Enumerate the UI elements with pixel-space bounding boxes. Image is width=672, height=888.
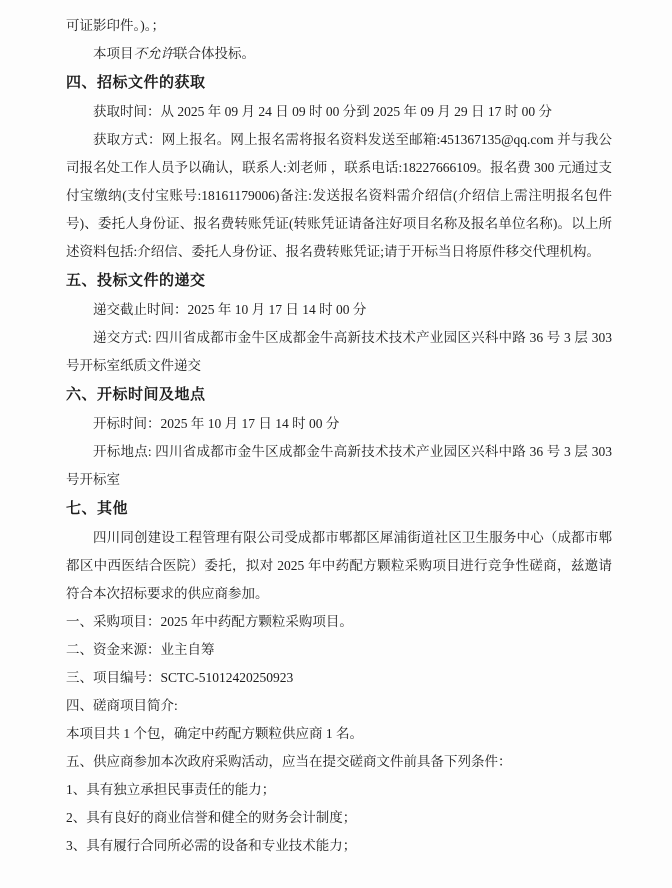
para-entrust-intro: 四川同创建设工程管理有限公司受成都市郫都区犀浦街道社区卫生服务中心（成都市郫都区中西医结合医院）委托，拟对 2025 年中药配方颗粒采购项目进行竞争性磋商，兹邀请符合本次招标要求的供应商参加。 xyxy=(66,530,612,601)
line-item-brief-title: 四、磋商项目简介: xyxy=(66,698,178,713)
line-item-funding-source: 二、资金来源：业主自筹 xyxy=(66,642,215,657)
line-condition-2: 2、具有良好的商业信誉和健全的财务会计制度； xyxy=(66,810,357,825)
line-submission-deadline: 递交截止时间：2025 年 10 月 17 日 14 时 00 分 xyxy=(93,302,367,317)
no-consortium-prefix: 本项目 xyxy=(93,46,134,61)
line-item-project-number: 三、项目编号：SCTC-51012420250923 xyxy=(66,670,294,685)
line-condition-3: 3、具有履行合同所必需的设备和专业技术能力； xyxy=(66,838,357,853)
para-submission-method: 递交方式: 四川省成都市金牛区成都金牛高新技术技术产业园区兴科中路 36 号 3 层 303 号开标室纸质文件递交 xyxy=(66,330,612,373)
line-item-brief-body: 本项目共 1 个包，确定中药配方颗粒供应商 1 名。 xyxy=(66,726,363,741)
para-opening-place: 开标地点: 四川省成都市金牛区成都金牛高新技术技术产业园区兴科中路 36 号 3 层 303 号开标室 xyxy=(66,444,612,487)
line-item-purchase-project: 一、采购项目：2025 年中药配方颗粒采购项目。 xyxy=(66,614,353,629)
line-item-supplier-requirements: 五、供应商参加本次政府采购活动，应当在提交磋商文件前具备下列条件： xyxy=(66,754,512,769)
line-obtain-time: 获取时间：从 2025 年 09 月 24 日 09 时 00 分到 2025 年 09 月 29 日 17 时 00 分 xyxy=(93,104,552,119)
heading-section-7-other: 七、其他 xyxy=(66,501,129,517)
line-condition-1: 1、具有独立承担民事责任的能力； xyxy=(66,782,276,797)
para-obtain-method: 获取方式：网上报名。网上报名需将报名资料发送至邮箱:451367135@qq.com 并与我公司报名处工作人员予以确认，联系人:刘老师 ，联系电话:18227666109。报名费 300 元通过支付宝缴纳(支付宝账号:18161179006)备注:发送报名资料需介绍信(介绍信上需注明报名包件号)、委托人身份证、报名费转账凭证(转账凭证请备注好项目名称及报名单位名称)。以上所述资料包括:介绍信、委托人身份证、报名费转账凭证;请于开标当日将原件移交代理机构。 xyxy=(66,132,612,259)
heading-section-4-document-obtain: 四、招标文件的获取 xyxy=(66,75,206,91)
heading-section-6-bid-opening: 六、开标时间及地点 xyxy=(66,387,206,403)
heading-section-5-bid-submission: 五、投标文件的递交 xyxy=(66,273,206,289)
no-consortium-suffix: 联合体投标。 xyxy=(174,46,255,61)
line-no-consortium xyxy=(66,40,612,68)
no-consortium-emphasis: 不允许 xyxy=(133,46,174,61)
line-opening-time: 开标时间：2025 年 10 月 17 日 14 时 00 分 xyxy=(93,416,340,431)
line-certificate-copy: 可证影印件。)。； xyxy=(66,18,165,33)
